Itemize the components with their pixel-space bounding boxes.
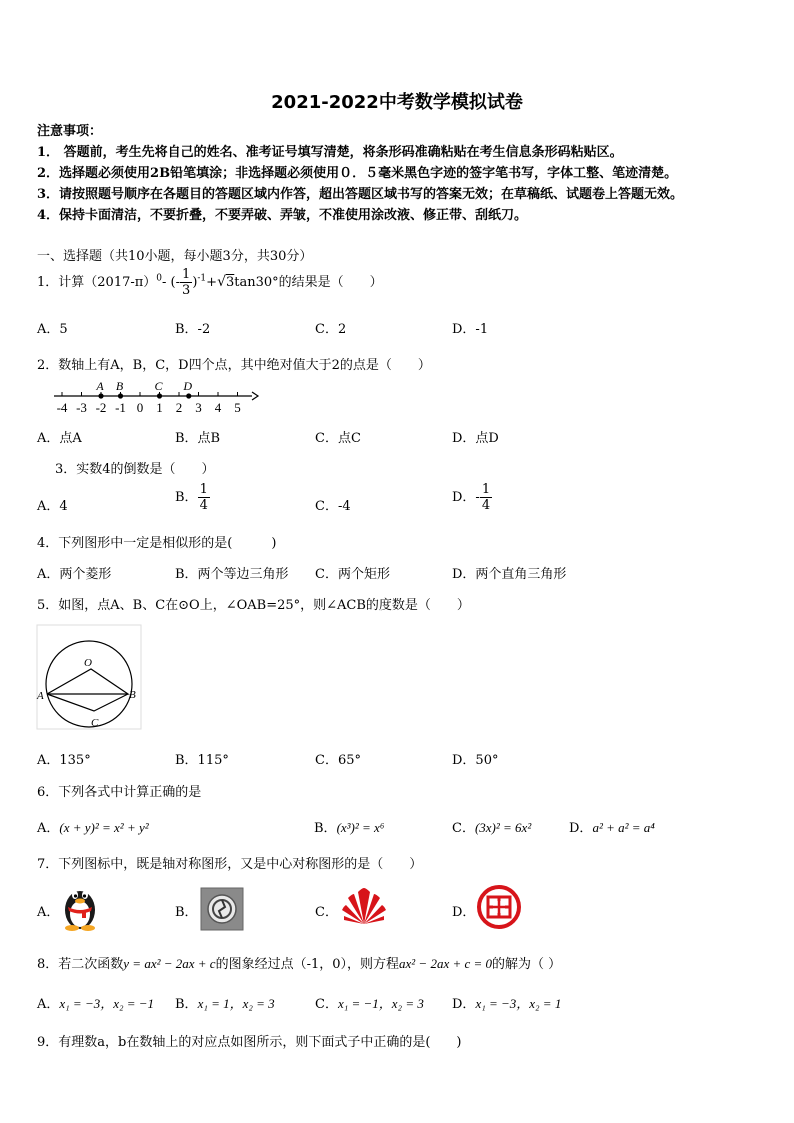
notice-item-4: 4．保持卡面清洁，不要折叠，不要弄破、弄皱，不准使用涂改液、修正带、刮纸刀。 [37,208,528,223]
question-4-option-a: A．两个菱形 [37,567,112,582]
question-3-stem: 3．实数4的倒数是（ ） [55,462,215,477]
notice-item-2: 2．选择题必须使用2B铅笔填涂；非选择题必须使用０．５毫米黑色字迹的签字笔书写，字体工整、笔迹清楚。 [37,166,678,181]
question-5-option-c: C．65° [315,753,361,768]
question-1-option-a: A．5 [37,322,68,337]
circle-figure [36,624,144,732]
question-4-option-d: D．两个直角三角形 [452,567,567,582]
question-2-option-d: D．点D [452,431,499,446]
question-8-option-b: B．x₁ = 1，x₂ = 3 [175,996,275,1012]
question-8-option-a: A．x₁ = −3，x₂ = −1 [37,996,155,1012]
triangle-oab [47,669,128,694]
notice-heading: 注意事项： [37,124,103,139]
question-6-option-d: D．a² + a² = a⁴ [569,820,655,836]
question-3-option-c: C．-4 [315,499,351,514]
question-8-option-d: D．x₁ = −3，x₂ = 1 [452,996,562,1012]
question-2-option-a: A．点A [37,431,82,446]
question-6-option-a: A．(x + y)² = x² + y² [37,820,149,836]
question-1-option-d: D．-1 [452,322,489,337]
question-9-stem: 9．有理数a，b在数轴上的对应点如图所示，则下面式子中正确的是( ) [37,1035,462,1050]
question-5-option-a: A．135° [37,753,91,768]
circle-arrow-icon [200,887,244,931]
question-4-option-c: C．两个矩形 [315,567,390,582]
question-7-label-a: A． [37,905,60,920]
notice-item-1: 1． 答题前，考生先将自己的姓名、准考证号填写清楚，将条形码准确粘贴在考生信息条形码粘贴区。 [37,145,623,160]
question-7-label-b: B． [175,905,198,920]
number-line-point [186,393,191,398]
question-3-option-d: D．- $\frac{1}{4}$ [452,482,491,513]
number-line-tick-label: 4 [214,400,222,415]
bank-logo-icon [476,884,522,930]
question-8-option-c: C．x₁ = −1，x₂ = 3 [315,996,424,1012]
question-2-option-c: C．点C [315,431,361,446]
number-line-point [118,393,123,398]
question-8-stem: 8．若二次函数y = ax² − 2ax + c的图象经过点（-1，0），则方程ax² − 2ax + c = 0的解为（ ） [37,956,562,972]
penguin-icon [60,880,100,932]
number-line-point [157,393,162,398]
section-heading: 一、选择题（共10小题，每小题3分，共30分） [37,249,313,264]
question-1-option-b: B．-2 [175,322,211,337]
number-line-point-label: D [183,379,193,393]
number-line-point-label: B [115,379,124,393]
question-6-stem: 6．下列各式中计算正确的是 [37,785,202,800]
sqrt-sign: √ [217,274,226,290]
question-6-option-b: B．(x³)² = x⁶ [314,820,385,836]
label-o: O [84,657,92,669]
question-7-label-c: C． [315,905,338,920]
question-5-option-b: B．115° [175,753,229,768]
question-3-option-a: A．4 [37,499,68,514]
page-title: 2021-2022中考数学模拟试卷 [271,92,523,113]
number-line-point-label: A [96,379,104,393]
question-1-option-c: C．2 [315,322,347,337]
number-line-point-label: C [154,379,163,393]
number-line-tick-label: 2 [175,400,183,415]
number-line-figure [50,376,260,416]
number-line-tick-label: -2 [95,400,107,415]
number-line-tick-label: -1 [115,400,126,415]
label-b: B [129,689,136,701]
question-7-stem: 7．下列图标中，既是轴对称图形，又是中心对称图形的是（ ） [37,857,423,872]
question-4-stem: 4．下列图形中一定是相似形的是( ) [37,536,277,551]
flower-logo-icon [340,884,388,928]
label-c: C [91,717,99,729]
number-line-tick-label: -4 [56,400,68,415]
label-a: A [37,690,44,702]
question-5-stem: 5．如图，点A、B、C在⊙O上，∠OAB=25°，则∠ACB的度数是（ ） [37,598,470,613]
question-6-option-c: C．(3x)² = 6x² [452,820,532,836]
number-line-tick-label: 3 [195,400,202,415]
question-4-option-b: B．两个等边三角形 [175,567,289,582]
notice-item-3: 3．请按照题号顺序在各题目的答题区域内作答，超出答题区域书写的答案无效；在草稿纸、试题卷上答题无效。 [37,187,684,202]
question-3-option-b: B． $\frac{1}{4}$ [175,482,208,513]
circle-o [46,641,132,727]
number-line-tick-label: 0 [136,400,144,415]
number-line-point [98,393,103,398]
number-line-arrow [252,392,258,400]
chords-ac-bc [47,694,128,711]
question-2-option-b: B．点B [175,431,221,446]
number-line-tick-label: 5 [234,400,241,415]
number-line-tick-label: -3 [76,400,87,415]
question-7-label-d: D． [452,905,476,920]
number-line-tick-label: 1 [156,400,163,415]
question-1-stem: 1．计算$(2017-\pi)^0-$ (- $\frac{1}{3}$ )$^{-1}$+√3tan30°的结果是（ ） [37,267,383,298]
question-2-stem: 2．数轴上有A，B，C，D四个点，其中绝对值大于2的点是（ ） [37,358,431,373]
question-5-option-d: D．50° [452,753,499,768]
